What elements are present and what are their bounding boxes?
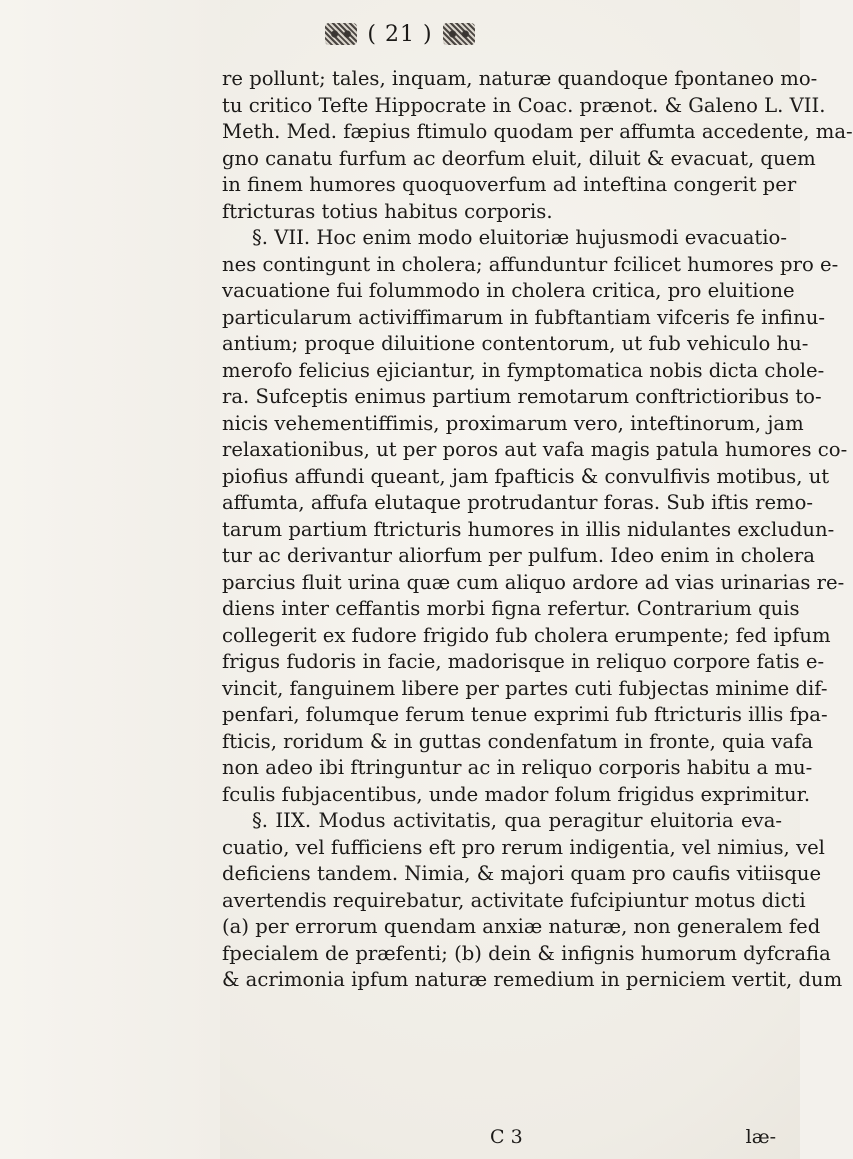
- ornament-icon: [443, 23, 475, 45]
- text-line: tu critico Tefte Hippocrate in Coac. prænot. & Galeno L. VII.: [222, 93, 826, 117]
- catchword: læ-: [745, 1126, 776, 1148]
- text-line: vacuatione fui folummodo in cholera critica, pro eluitione: [222, 279, 795, 302]
- text-line: nicis vehementiffimis, proximarum vero, inteftinorum, jam: [222, 411, 804, 435]
- text-line: nes contingunt in cholera; affunduntur fcilicet humores pro e-: [222, 252, 839, 276]
- text-line: §. VII. Hoc enim modo eluitoriæ hujusmodi evacuatio-: [252, 226, 787, 249]
- page-header: [0, 14, 800, 54]
- text-line: Meth. Med. fæpius ftimulo quodam per affumta accedente, ma-: [222, 120, 853, 143]
- blank-margin: [0, 0, 220, 1159]
- text-line: (a) per errorum quendam anxiæ naturæ, non generalem fed: [222, 915, 821, 938]
- text-line: antium; proque diluitione contentorum, ut fub vehiculo hu-: [222, 332, 809, 355]
- text-line: tarum partium ftricturis humores in illis nidulantes excludun-: [222, 517, 835, 541]
- text-line: fculis fubjacentibus, unde mador folum frigidus exprimitur.: [222, 782, 811, 806]
- text-line: merofo felicius ejiciantur, in fymptomatica nobis dicta chole-: [222, 358, 825, 382]
- text-line: avertendis requirebatur, activitate fufcipiuntur motus dicti: [222, 888, 806, 912]
- body-text: [222, 66, 853, 994]
- text-line: gno canatu furfum ac deorfum eluit, diluit & evacuat, quem: [222, 146, 816, 170]
- text-line: particularum activiffimarum in fubftantiam vifceris fe infinu-: [222, 305, 825, 329]
- text-line: §. IIX. Modus activitatis, qua peragitur eluitoria eva-: [252, 809, 782, 832]
- text-line: frigus fudoris in facie, madorisque in reliquo corpore fatis e-: [222, 650, 825, 673]
- text-line: deficiens tandem. Nimia, & majori quam pro caufis vitiisque: [222, 862, 822, 885]
- text-line: in finem humores quoquoverfum ad inteftina congerit per: [222, 173, 797, 196]
- text-line: piofius affundi queant, jam fpafticis & convulfivis motibus, ut: [222, 464, 830, 488]
- text-line: vincit, fanguinem libere per partes cuti fubjectas minime dif-: [222, 676, 828, 700]
- text-line: re pollunt; tales, inquam, naturæ quandoque fpontaneo mo-: [222, 67, 818, 90]
- text-line: ftricturas totius habitus corporis.: [222, 199, 553, 223]
- text-line: collegerit ex fudore frigido fub cholera erumpente; fed ipfum: [222, 623, 831, 647]
- signature-mark: C 3: [490, 1126, 523, 1148]
- text-line: relaxationibus, ut per poros aut vafa magis patula humores co-: [222, 438, 848, 461]
- text-line: & acrimonia ipfum naturæ remedium in perniciem vertit, dum: [222, 968, 843, 991]
- text-line: cuatio, vel fufficiens eft pro rerum indigentia, vel nimius, vel: [222, 835, 825, 859]
- text-line: fticis, roridum & in guttas condenfatum in fronte, quia vafa: [222, 729, 814, 753]
- text-line: penfari, folumque ferum tenue exprimi fub ftricturis illis fpa-: [222, 703, 828, 726]
- text-line: non adeo ibi ftringuntur ac in reliquo corporis habitu a mu-: [222, 756, 813, 779]
- ornament-icon: [325, 23, 357, 45]
- page-number: ( 21 ): [367, 21, 433, 47]
- text-line: ra. Sufceptis enimus partium remotarum conftrictioribus to-: [222, 385, 822, 408]
- text-line: diens inter ceffantis morbi figna refertur. Contrarium quis: [222, 597, 800, 620]
- text-line: affumta, affufa elutaque protrudantur foras. Sub iftis remo-: [222, 491, 814, 514]
- text-line: tur ac derivantur aliorfum per pulfum. Ideo enim in cholera: [222, 544, 815, 567]
- text-line: fpecialem de præfenti; (b) dein & infignis humorum dyfcrafia: [222, 941, 831, 965]
- text-line: parcius fluit urina quæ cum aliquo ardore ad vias urinarias re-: [222, 570, 845, 594]
- page-footer: [222, 1126, 782, 1152]
